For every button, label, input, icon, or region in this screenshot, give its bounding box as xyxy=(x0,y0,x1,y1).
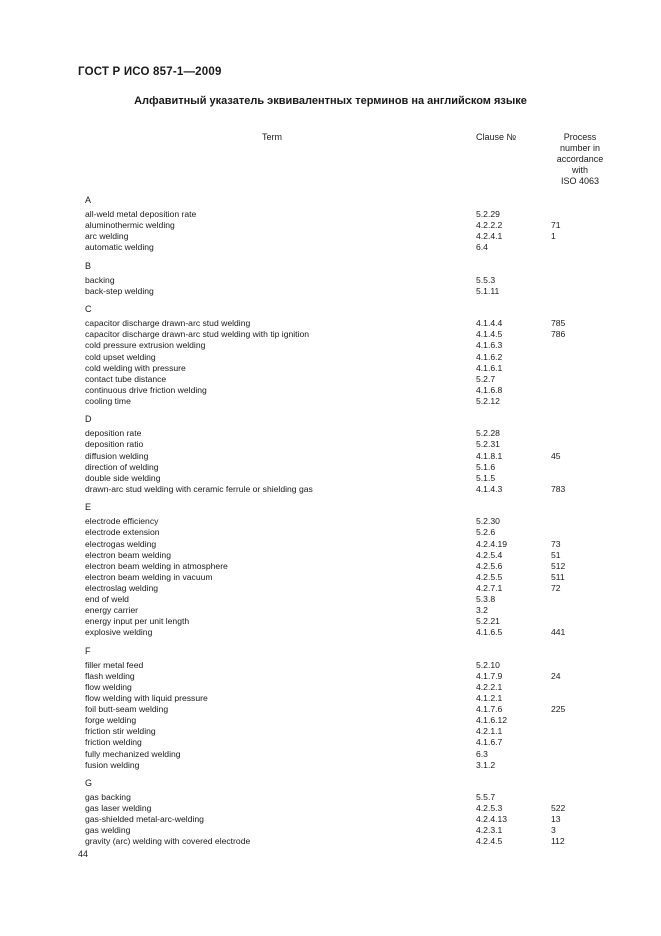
table-row xyxy=(85,704,625,715)
clause-cell: 5.2.10 xyxy=(476,659,500,670)
table-row xyxy=(85,726,625,737)
clause-cell: 5.2.29 xyxy=(476,208,500,219)
term-cell: backing xyxy=(85,274,115,285)
table-row xyxy=(85,473,625,484)
process-cell: 51 xyxy=(551,549,561,560)
table-row xyxy=(85,671,625,682)
clause-cell: 5.3.8 xyxy=(476,593,496,604)
term-cell: end of weld xyxy=(85,593,129,604)
process-cell: 511 xyxy=(551,571,565,582)
term-cell: electrode extension xyxy=(85,527,160,538)
process-cell: 783 xyxy=(551,483,566,494)
term-cell: gas laser welding xyxy=(85,803,152,814)
clause-cell: 4.1.6.1 xyxy=(476,362,503,373)
term-cell: friction stir welding xyxy=(85,726,156,737)
table-row xyxy=(85,527,625,538)
table-row xyxy=(85,352,625,363)
clause-cell: 4.1.8.1 xyxy=(476,450,503,461)
term-cell: deposition ratio xyxy=(85,439,144,450)
table-row xyxy=(85,550,625,561)
table-row xyxy=(85,516,625,527)
table-row xyxy=(85,616,625,627)
column-header-process-line: ISO 4063 xyxy=(560,176,600,187)
clause-cell: 4.1.6.5 xyxy=(476,627,503,638)
table-row xyxy=(85,660,625,671)
table-row xyxy=(85,439,625,450)
clause-cell: 5.2.28 xyxy=(476,428,500,439)
term-cell: electron beam welding xyxy=(85,549,171,560)
clause-cell: 4.2.4.5 xyxy=(476,836,503,847)
term-cell: flash welding xyxy=(85,670,135,681)
clause-cell: 4.2.2.1 xyxy=(476,681,503,692)
term-cell: cold welding with pressure xyxy=(85,362,186,373)
clause-cell: 5.2.12 xyxy=(476,395,500,406)
clause-cell: 5.2.21 xyxy=(476,616,500,627)
clause-cell: 5.1.5 xyxy=(476,472,496,483)
term-cell: electron beam welding in atmosphere xyxy=(85,560,228,571)
table-row xyxy=(85,825,625,836)
term-cell: gas-shielded metal-arc-welding xyxy=(85,814,204,825)
table-row xyxy=(85,583,625,594)
clause-cell: 4.2.4.13 xyxy=(476,814,508,825)
clause-cell: 4.2.5.3 xyxy=(476,803,503,814)
table-row xyxy=(85,286,625,297)
clause-cell: 4.1.6.7 xyxy=(476,737,503,748)
term-cell: continuous drive friction welding xyxy=(85,384,207,395)
term-cell: arc welding xyxy=(85,231,129,242)
process-cell: 73 xyxy=(551,538,561,549)
group-letter: F xyxy=(85,645,91,656)
group-letter: D xyxy=(85,414,92,425)
term-cell: gravity (arc) welding with covered electrode xyxy=(85,836,251,847)
clause-cell: 5.1.6 xyxy=(476,461,496,472)
term-cell: all-weld metal deposition rate xyxy=(85,208,197,219)
term-cell: cold pressure extrusion welding xyxy=(85,340,206,351)
table-row xyxy=(85,209,625,220)
table-row xyxy=(85,682,625,693)
clause-cell: 4.2.7.1 xyxy=(476,582,503,593)
process-cell: 785 xyxy=(551,318,566,329)
clause-cell: 4.1.6.2 xyxy=(476,351,503,362)
clause-cell: 3.1.2 xyxy=(476,759,496,770)
column-header-process-line: Process xyxy=(563,132,597,142)
process-cell: 512 xyxy=(551,560,566,571)
column-header-term: Term xyxy=(262,132,282,142)
clause-cell: 6.4 xyxy=(476,242,488,253)
process-cell: 3 xyxy=(551,825,556,836)
clause-cell: 5.2.7 xyxy=(476,373,496,384)
table-row xyxy=(85,693,625,704)
process-cell: 441 xyxy=(551,627,566,638)
process-cell: 13 xyxy=(551,814,561,825)
term-cell: electrode efficiency xyxy=(85,516,159,527)
process-cell: 112 xyxy=(551,836,565,847)
process-cell: 786 xyxy=(551,329,566,340)
clause-cell: 4.1.7.9 xyxy=(476,670,503,681)
term-cell: gas backing xyxy=(85,792,131,803)
term-cell: capacitor discharge drawn-arc stud welding xyxy=(85,318,251,329)
clause-cell: 4.1.6.3 xyxy=(476,340,503,351)
term-cell: gas welding xyxy=(85,825,131,836)
column-header-process xyxy=(550,132,610,187)
term-index xyxy=(85,195,625,855)
table-row xyxy=(85,428,625,439)
term-cell: forge welding xyxy=(85,715,137,726)
clause-cell: 4.2.4.1 xyxy=(476,231,503,242)
document-code: ГОСТ Р ИСО 857-1—2009 xyxy=(78,66,222,78)
term-cell: filler metal feed xyxy=(85,659,144,670)
table-row xyxy=(85,275,625,286)
clause-cell: 4.1.4.3 xyxy=(476,483,503,494)
clause-cell: 4.2.5.4 xyxy=(476,549,503,560)
term-cell: fully mechanized welding xyxy=(85,748,181,759)
letter-group xyxy=(85,304,625,407)
clause-cell: 4.2.1.1 xyxy=(476,726,503,737)
table-row xyxy=(85,803,625,814)
table-row xyxy=(85,318,625,329)
process-cell: 225 xyxy=(551,704,566,715)
table-row xyxy=(85,242,625,253)
table-row xyxy=(85,605,625,616)
clause-cell: 4.1.7.6 xyxy=(476,704,503,715)
term-cell: deposition rate xyxy=(85,428,142,439)
table-row xyxy=(85,385,625,396)
table-row xyxy=(85,363,625,374)
clause-cell: 5.2.30 xyxy=(476,516,500,527)
page-title: Алфавитный указатель эквивалентных терминов на английском языке xyxy=(134,95,527,107)
clause-cell: 5.1.11 xyxy=(476,285,500,296)
term-cell: capacitor discharge drawn-arc stud welding with tip ignition xyxy=(85,329,310,340)
clause-cell: 4.2.3.1 xyxy=(476,825,503,836)
term-cell: diffusion welding xyxy=(85,450,149,461)
table-row xyxy=(85,561,625,572)
letter-group xyxy=(85,195,625,253)
term-cell: explosive welding xyxy=(85,627,153,638)
group-letter: E xyxy=(85,502,92,513)
table-row xyxy=(85,396,625,407)
group-letter: B xyxy=(85,260,92,271)
clause-cell: 6.3 xyxy=(476,748,488,759)
clause-cell: 5.5.3 xyxy=(476,274,496,285)
table-row xyxy=(85,749,625,760)
term-cell: cooling time xyxy=(85,395,131,406)
group-letter: A xyxy=(85,195,92,205)
group-letter: G xyxy=(85,778,93,789)
clause-cell: 4.2.5.6 xyxy=(476,560,503,571)
term-cell: fusion welding xyxy=(85,759,140,770)
term-cell: electron beam welding in vacuum xyxy=(85,571,213,582)
letter-group xyxy=(85,778,625,847)
term-cell: energy carrier xyxy=(85,605,139,616)
process-cell: 45 xyxy=(551,450,561,461)
clause-cell: 4.1.4.5 xyxy=(476,329,503,340)
term-cell: automatic welding xyxy=(85,242,154,253)
process-cell: 72 xyxy=(551,582,561,593)
table-row xyxy=(85,340,625,351)
table-row xyxy=(85,539,625,550)
term-cell: foil butt-seam welding xyxy=(85,704,169,715)
letter-group xyxy=(85,414,625,494)
letter-group xyxy=(85,502,625,638)
clause-cell: 5.2.6 xyxy=(476,527,496,538)
table-row xyxy=(85,737,625,748)
process-cell: 24 xyxy=(551,670,561,681)
table-row xyxy=(85,594,625,605)
table-row xyxy=(85,715,625,726)
page-number: 44 xyxy=(78,849,89,859)
table-row xyxy=(85,572,625,583)
table-row xyxy=(85,814,625,825)
term-cell: double side welding xyxy=(85,472,161,483)
group-letter: C xyxy=(85,304,92,315)
term-cell: aluminothermic welding xyxy=(85,219,175,230)
term-cell: flow welding xyxy=(85,681,132,692)
term-cell: flow welding with liquid pressure xyxy=(85,693,208,704)
clause-cell: 4.2.2.2 xyxy=(476,219,503,230)
clause-cell: 3.2 xyxy=(476,605,488,616)
process-cell: 522 xyxy=(551,803,566,814)
process-cell: 71 xyxy=(551,219,561,230)
term-cell: cold upset welding xyxy=(85,351,156,362)
term-cell: drawn-arc stud welding with ceramic ferrule or shielding gas xyxy=(85,483,313,494)
process-cell: 1 xyxy=(551,231,556,242)
clause-cell: 4.1.6.8 xyxy=(476,384,503,395)
term-cell: back-step welding xyxy=(85,285,154,296)
clause-cell: 4.1.2.1 xyxy=(476,693,503,704)
letter-group xyxy=(85,261,625,297)
table-row xyxy=(85,792,625,803)
table-row xyxy=(85,231,625,242)
table-row xyxy=(85,329,625,340)
table-row xyxy=(85,627,625,638)
table-row xyxy=(85,760,625,771)
table-row xyxy=(85,836,625,847)
table-row xyxy=(85,220,625,231)
letter-group xyxy=(85,646,625,771)
column-header-process-line: with xyxy=(571,165,588,176)
column-header-process-line: accordance xyxy=(556,154,604,165)
term-cell: electrogas welding xyxy=(85,538,157,549)
clause-cell: 4.1.6.12 xyxy=(476,715,508,726)
term-cell: electroslag welding xyxy=(85,582,159,593)
table-row xyxy=(85,484,625,495)
term-cell: contact tube distance xyxy=(85,373,167,384)
column-header-clause: Clause № xyxy=(476,132,517,142)
clause-cell: 5.5.7 xyxy=(476,792,496,803)
term-cell: energy input per unit length xyxy=(85,616,190,627)
clause-cell: 4.2.5.5 xyxy=(476,571,503,582)
term-cell: friction welding xyxy=(85,737,142,748)
column-header-process-line: number in xyxy=(559,143,601,154)
term-cell: direction of welding xyxy=(85,461,159,472)
clause-cell: 4.1.4.4 xyxy=(476,318,503,329)
table-row xyxy=(85,451,625,462)
clause-cell: 5.2.31 xyxy=(476,439,500,450)
table-row xyxy=(85,374,625,385)
table-row xyxy=(85,462,625,473)
clause-cell: 4.2.4.19 xyxy=(476,538,508,549)
